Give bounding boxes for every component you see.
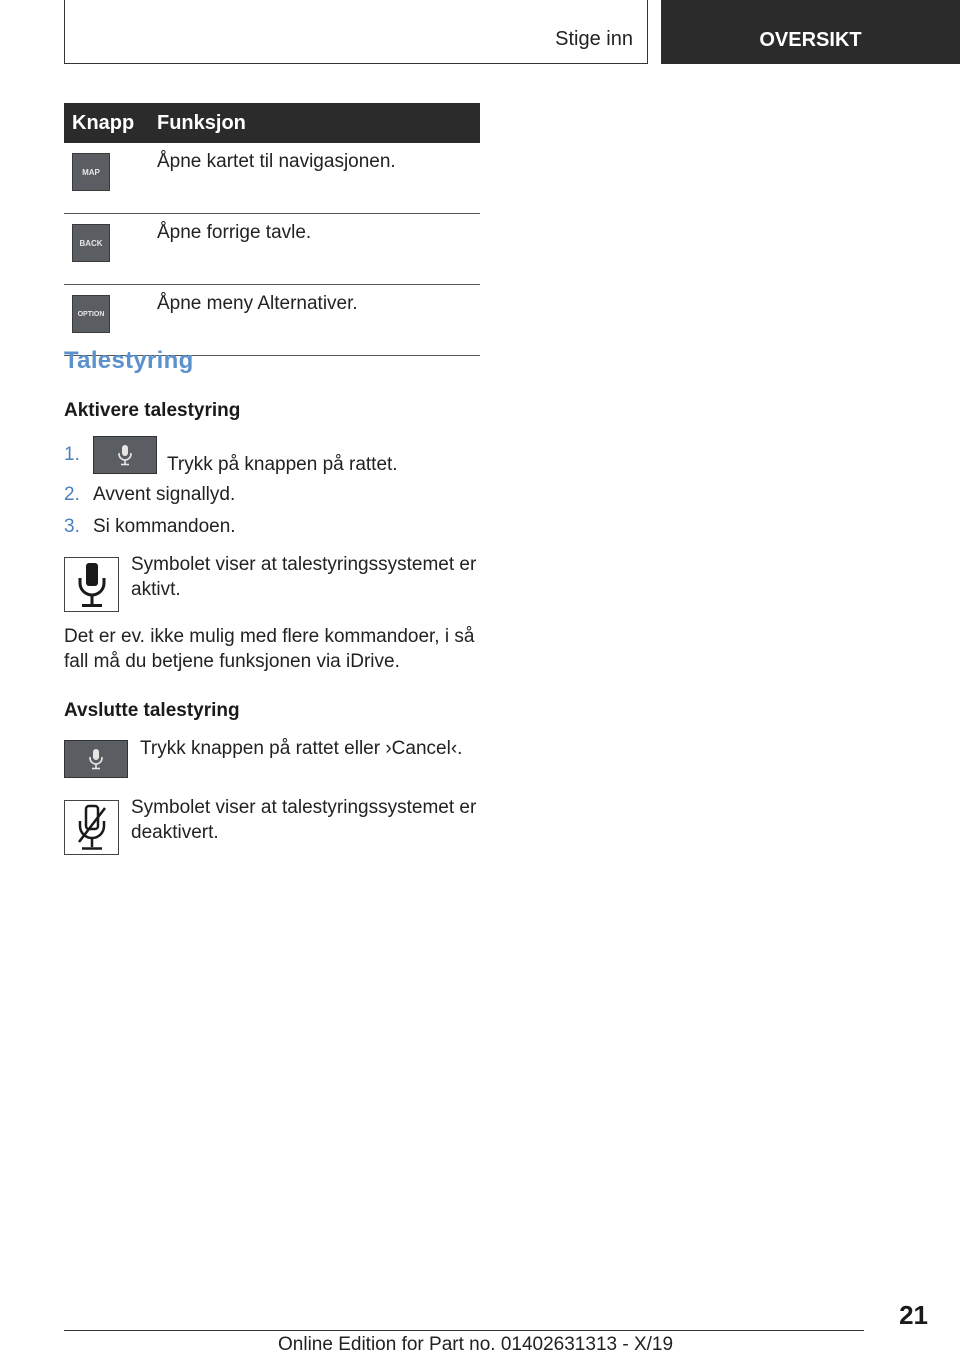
function-text: Åpne kartet til navigasjonen.	[145, 143, 480, 214]
content-column	[64, 103, 480, 843]
list-item	[64, 434, 398, 476]
symbol-inactive-text: Symbolet viser at talestyringssystemet er deaktivert.	[131, 797, 477, 843]
function-text: Åpne meny Alternativer.	[145, 285, 480, 356]
header-tab	[64, 0, 648, 64]
microphone-icon	[93, 436, 157, 474]
list-item	[64, 516, 236, 538]
step-number: 2.	[64, 484, 80, 505]
step-text: Avvent signallyd.	[93, 484, 236, 505]
deactivate-heading: Avslutte talestyring	[64, 700, 240, 721]
step-number: 1.	[64, 444, 80, 465]
step-text: Trykk på knappen på rattet.	[167, 454, 398, 475]
press-cancel-text: Trykk knappen på rattet eller ›Cancel‹.	[140, 738, 463, 759]
option-key-icon: OPTION	[72, 295, 110, 333]
step-text: Si kommandoen.	[93, 516, 236, 537]
section-title: Stige inn	[555, 28, 633, 50]
table-row	[64, 143, 480, 214]
footer-divider	[64, 1330, 864, 1331]
section-heading: Talestyring	[64, 347, 194, 374]
chapter-tab	[661, 0, 960, 64]
activate-heading: Aktivere talestyring	[64, 400, 241, 421]
footer-edition: Online Edition for Part no. 01402631313 - X/19	[278, 1334, 674, 1355]
chapter-title: OVERSIKT	[759, 29, 862, 51]
page-number: 21	[899, 1300, 928, 1330]
table-header-row	[64, 103, 480, 143]
back-key-icon: BACK	[72, 224, 110, 262]
button-function-table	[64, 103, 480, 356]
step-number: 3.	[64, 516, 80, 537]
column-header-knapp: Knapp	[64, 103, 145, 143]
microphone-off-icon	[64, 800, 119, 855]
microphone-icon	[64, 557, 119, 612]
table-row	[64, 214, 480, 285]
map-key-icon: MAP	[72, 153, 110, 191]
note-paragraph: Det er ev. ikke mulig med flere kommandoer, i så fall må du betjene funksjonen via iDrive.	[64, 626, 475, 672]
function-text: Åpne forrige tavle.	[145, 214, 480, 285]
list-item	[64, 484, 235, 506]
table-row	[64, 285, 480, 356]
symbol-active-text: Symbolet viser at talestyringssystemet er aktivt.	[131, 554, 477, 600]
column-header-funksjon: Funksjon	[145, 103, 480, 143]
microphone-icon	[64, 740, 128, 778]
